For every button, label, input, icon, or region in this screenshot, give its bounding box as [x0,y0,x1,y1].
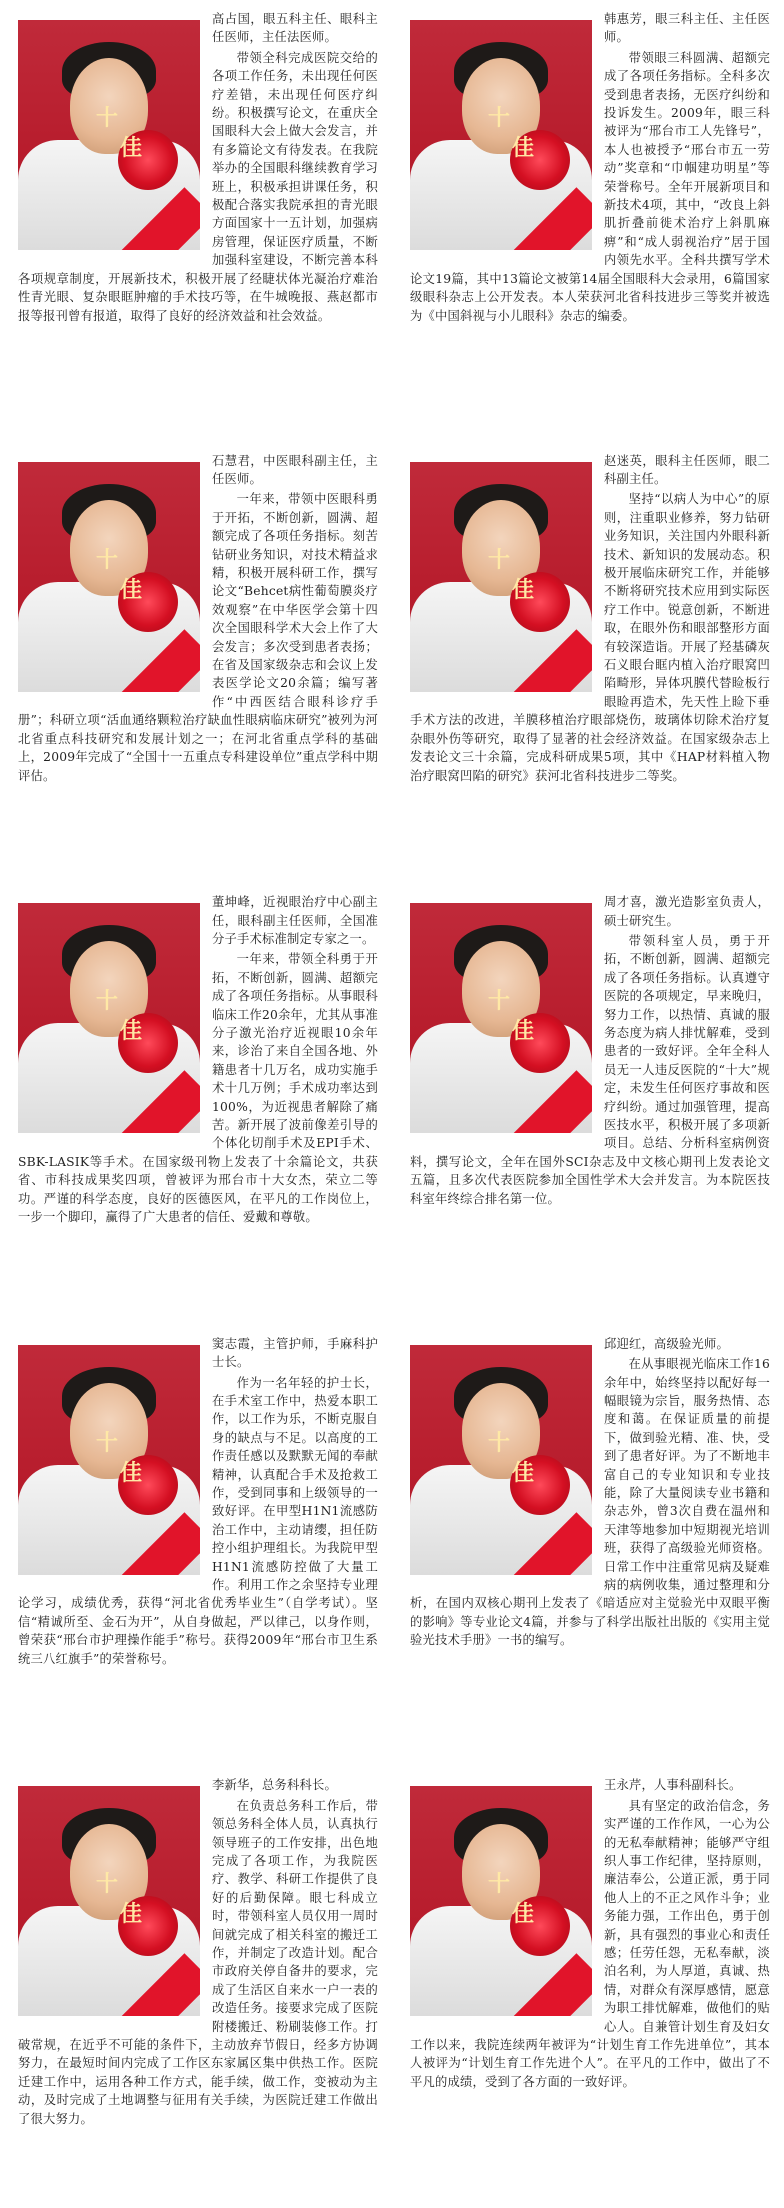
profile-body: 在从事眼视光临床工作16余年中，始终坚持以配好每一幅眼镜为宗旨，服务热情、态度和蔼。在保证质量的前提下，做到验光精、准、快，受到了患者好评。为了不断地丰富自己的专业知识和专业技能，除了大量阅读专业书籍和杂志外，曾3次自费在温州和天津等地参加中短期视光培训班，获得了高级验光师资格。日常工作中注重常见病及疑难病的病例收集，通过整理和分析，在国内双核心期刊上发表了《暗适应对主觉验光中双眼平衡的影响》等专业论文4篇，并参与了科学出版社出版的《实用主觉验光技术手册》一书的编写。 [410,1357,770,1648]
profile-card [0,0,392,442]
sash-character-1: 十 [487,1429,510,1456]
portrait-photo [18,20,200,250]
sash-character-1: 十 [95,988,118,1015]
portrait-photo [410,1345,592,1575]
sash-character-2: 佳 [119,576,142,603]
profile-body: 在负责总务科工作后，带领总务科全体人员，认真执行领导班子的工作安排，出色地完成了各项工作，为我院医疗、教学、科研工作提供了良好的后勤保障。眼七科成立时，带领科室人员仅用一周时间就完成了相关科室的搬迁工作，并制定了改造计划。配合市政府关停自备井的要求，完成了生活区自来水一户一表的改造任务。接要求完成了医院附楼搬迁、粉刷装修工作。打破常规，在近乎不可能的条件下，主动放弃节假日，经多方协调努力，在最短时间内完成了工作区东家属区集中供热工作。医院迁建工作中，运用各种工作方式，能手续，做工作，变被动为主动，及时完成了土地调整与征用有关手续，为医院迁建工作做出了很大努力。 [18,1798,378,2126]
sash-character-2: 佳 [119,1901,142,1928]
portrait-photo [410,903,592,1133]
profile-card [392,1766,784,2208]
sash-character-1: 十 [95,1429,118,1456]
profile-heading: 王永芹，人事科副科长。 [604,1778,742,1793]
sash-character-2: 佳 [119,1018,142,1045]
profile-heading: 窦志霞，主管护师，手麻科护士长。 [212,1336,378,1370]
sash-character-1: 十 [95,105,118,131]
sash-character-2: 佳 [119,135,142,161]
profile-card [392,0,784,442]
sash-character-1: 十 [487,105,510,131]
sash-character-2: 佳 [119,1459,142,1486]
sash-character-2: 佳 [511,1018,534,1045]
portrait-photo [18,462,200,692]
sash-character-1: 十 [95,546,118,573]
profile-body: 具有坚定的政治信念，务实严谨的工作作风，一心为公的无私奉献精神；能够严守组织人事工作纪律，坚持原则，廉洁奉公，公道正派，勇于同他人上的不正之风作斗争；业务能力强，工作出色，勇于创新，具有强烈的事业心和责任感；任劳任怨，无私奉献，淡泊名利，为人厚道，真诚、热情，对群众有深厚感情，愿意为职工排忧解难，做他们的贴心人。自兼管计划生育及妇女工作以来，我院连续两年被评为“计划生育工作先进单位”，其本人被评为“计划生育工作先进个人”。在平凡的工作中，做出了不平凡的成绩，受到了各方面的一致好评。 [410,1798,770,2089]
sash-character-2: 佳 [511,1901,534,1928]
profile-heading: 高占国，眼五科主任、眼科主任医师，主任法医师。 [212,12,378,45]
profile-card [0,1766,392,2208]
portrait-photo [410,462,592,692]
profile-body: 作为一名年轻的护士长，在手术室工作中，热爱本职工作，以工作为乐，不断克服自身的缺点与不足。以高度的工作责任感以及默默无闻的奉献精神，认真配合手术及抢救工作，受到同事和上级领导的一致好评。在甲型H1N1流感防治工作中，主动请缨，担任防控小组护理组长。为我院甲型H1N1流感防控做了大量工作。利用工作之余坚持专业理论学习，成绩优秀，获得“河北省优秀毕业生”（自学考试）。坚信“精诚所至、金石为开”，从自身做起，严以律己，以身作则，曾荣获“邢台市护理操作能手”称号。获得2009年“邢台市卫生系统三八红旗手”的荣誉称号。 [18,1375,378,1666]
profile-card [392,883,784,1325]
profile-heading: 李新华，总务科科长。 [212,1778,337,1793]
portrait-photo [18,1345,200,1575]
profile-body: 带领眼三科圆满、超额完成了各项任务指标。全科多次受到患者表扬，无医疗纠纷和投诉发生。2009年，眼三科被评为“邢台市工人先锋号”，本人也被授予“邢台市五一劳动”奖章和“巾帼建功明星”等荣誉称号。全年开展新项目和新技术4项，其中，“改良上斜肌折叠前徙术治疗上斜肌麻痹”和“成人弱视治疗”居于国内领先水平。全科共撰写学术论文19篇，其中13篇论文被第14届全国眼科大会录用，6篇国家级眼科杂志上公开发表。本人荣获河北省科技进步三等奖并被选为《中国斜视与小儿眼科》杂志的编委。 [410,50,770,323]
profile-card [392,442,784,884]
portrait-photo [18,903,200,1133]
profile-body: 一年来，带领全科勇于开拓，不断创新，圆满、超额完成了各项任务指标。从事眼科临床工作20余年，尤其从事准分子激光治疗近视眼10余年来，诊治了来自全国各地、外籍患者十几万名，成功实施手术十几万例；手术成功率达到100%，为近视患者解除了痛苦。新开展了波前像差引导的个体化切削手术及EPI手术、SBK-LASIK等手术。在国家级刊物上发表了十余篇论文，共获省、市科技成果奖四项，曾被评为邢台市十大女杰，荣立二等功。严谨的科学态度，良好的医德医风，在平凡的工作岗位上，一步一个脚印，赢得了广大患者的信任、爱戴和尊敬。 [18,952,379,1225]
sash-character-2: 佳 [511,135,534,161]
profile-body: 坚持“以病人为中心”的原则，注重职业修养，努力钻研业务知识，关注国内外眼科新技术、新知识的发展动态。积极开展临床研究工作，并能够不断将研究技术应用到实际医疗工作中。锐意创新，不断进取，在眼外伤和眼部整形方面有较深造诣。开展了羟基磷灰石义眼台眶内植入治疗眼窝凹陷畸形，异体巩膜代替睑板行眼睑再造术，先天性上睑下垂手术方法的改进，羊膜移植治疗眼部烧伤，玻璃体切除术治疗复杂眼外伤等研究，取得了显著的社会经济效益。在国家级杂志上发表论文三十余篇，完成科研成果5项，其中《HAP材料植入物治疗眼窝凹陷的研究》获河北省科技进步二等奖。 [410,492,770,783]
portrait-photo [18,1786,200,2016]
profile-body: 带领全科完成医院交给的各项工作任务，未出现任何医疗差错，未出现任何医疗纠纷。积极撰写论文，在重庆全国眼科大会上做大会发言，并有多篇论文有待发表。在我院举办的全国眼科继续教育学习班上，积极承担讲课任务，积极配合落实我院承担的青光眼方面国家十一五计划，加强病房管理，保证医疗质量，不断加强科室建设，不断完善本科各项规章制度，开展新技术，积极开展了经睫状体光凝治疗难治性青光眼、复杂眼眶肿瘤的手术技巧等，在牛城晚报、燕赵都市报等报刊曾有报道，取得了良好的经济效益和社会效益。 [18,50,378,323]
sash-character-1: 十 [95,1871,118,1898]
sash-character-1: 十 [487,546,510,573]
profile-heading: 周才喜，激光造影室负责人，硕士研究生。 [604,895,770,928]
profile-card [0,883,392,1325]
profile-heading: 邱迎红，高级验光师。 [604,1336,729,1351]
sash-character-2: 佳 [511,1459,534,1486]
profile-card [392,1325,784,1767]
sash-character-2: 佳 [511,576,534,603]
profile-heading: 赵迷英，眼科主任医师，眼二科副主任。 [604,453,770,486]
profile-heading: 石慧君，中医眼科副主任，主任医师。 [212,453,378,486]
profile-heading: 董坤峰，近视眼治疗中心副主任，眼科副主任医师，全国准分子手术标准制定专家之一。 [212,895,378,946]
profile-body: 一年来，带领中医眼科勇于开拓，不断创新，圆满、超额完成了各项任务指标。刻苦钻研业务知识，对技术精益求精，积极开展科研工作，撰写论文“Behcet病性葡萄膜炎疗效观察”在中华医学会第十四次全国眼科学术大会上作了大会发言；多次受到患者表扬；在省及国家级杂志和会议上发表医学论文20余篇；编写著作“中西医结合眼科诊疗手册”；科研立项“活血通络颗粒治疗缺血性眼病临床研究”被列为河北省重点科技研究和发展计划之一；在河北省重点学科的基础上，2009年完成了“全国十一五重点专科建设单位”重点学科中期评估。 [18,492,378,783]
profile-card [0,1325,392,1767]
profile-body: 带领科室人员，勇于开拓，不断创新，圆满、超额完成了各项任务指标。认真遵守医院的各项规定，早来晚归，努力工作，以热情、真诚的服务态度为病人排忧解难，受到患者的一致好评。全年全科人员无一人违反医院的“十大”规定，未发生任何医疗事故和医疗纠纷。通过加强管理，提高医技水平，积极开展了多项新项目。总结、分析科室病例资料，撰写论文，全年在国外SCI杂志及中文核心期刊上发表论文五篇，且多次代表医院参加全国性学术大会并发言。为本院医技科室年终综合排名第一位。 [410,934,770,1206]
profile-card [0,442,392,884]
portrait-photo [410,20,592,250]
profile-heading: 韩惠芳，眼三科主任、主任医师。 [604,12,770,45]
sash-character-1: 十 [487,1871,510,1898]
sash-character-1: 十 [487,988,510,1015]
portrait-photo [410,1786,592,2016]
